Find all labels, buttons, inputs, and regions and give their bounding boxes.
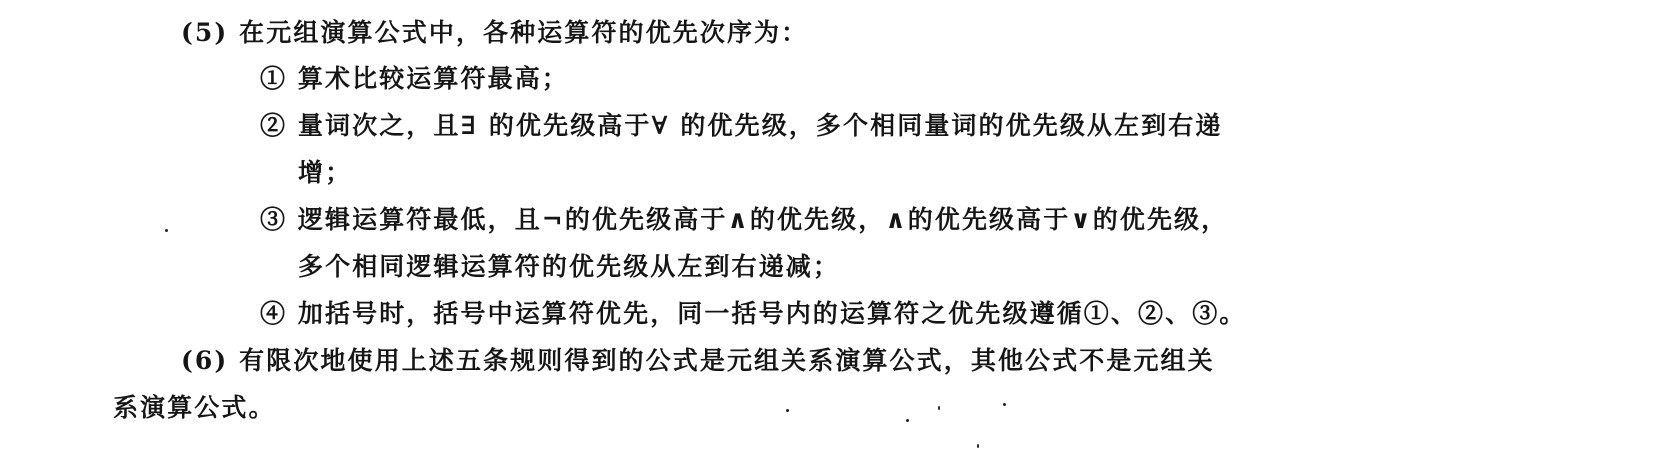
- scan-speck: [786, 409, 789, 412]
- rule-6-paragraph-continued: 系演算公式。: [113, 393, 276, 422]
- scan-speck: [938, 406, 940, 410]
- scan-speck: [906, 419, 909, 422]
- scan-speck: [165, 229, 168, 232]
- rule-5-item-2-continued: 增；: [298, 158, 353, 187]
- rule-5-item-4: ④ 加括号时，括号中运算符优先，同一括号内的运算符之优先级遵循①、②、③。: [260, 299, 1247, 328]
- scan-speck: [977, 444, 979, 448]
- scan-speck: [1003, 403, 1006, 406]
- rule-5-heading: (5) 在元组演算公式中，各种运算符的优先次序为：: [181, 18, 809, 47]
- rule-5-item-3: ③ 逻辑运算符最低，且¬的优先级高于∧的优先级，∧的优先级高于∨的优先级，: [260, 205, 1229, 234]
- rule-6-paragraph: (6) 有限次地使用上述五条规则得到的公式是元组关系演算公式，其他公式不是元组关: [181, 346, 1215, 375]
- rule-5-item-3-continued: 多个相同逻辑运算符的优先级从左到右递减；: [298, 252, 841, 281]
- rule-5-item-2: ② 量词次之，且∃ 的优先级高于∀ 的优先级，多个相同量词的优先级从左到右递: [260, 111, 1223, 140]
- rule-5-item-1: ① 算术比较运算符最高；: [260, 64, 569, 93]
